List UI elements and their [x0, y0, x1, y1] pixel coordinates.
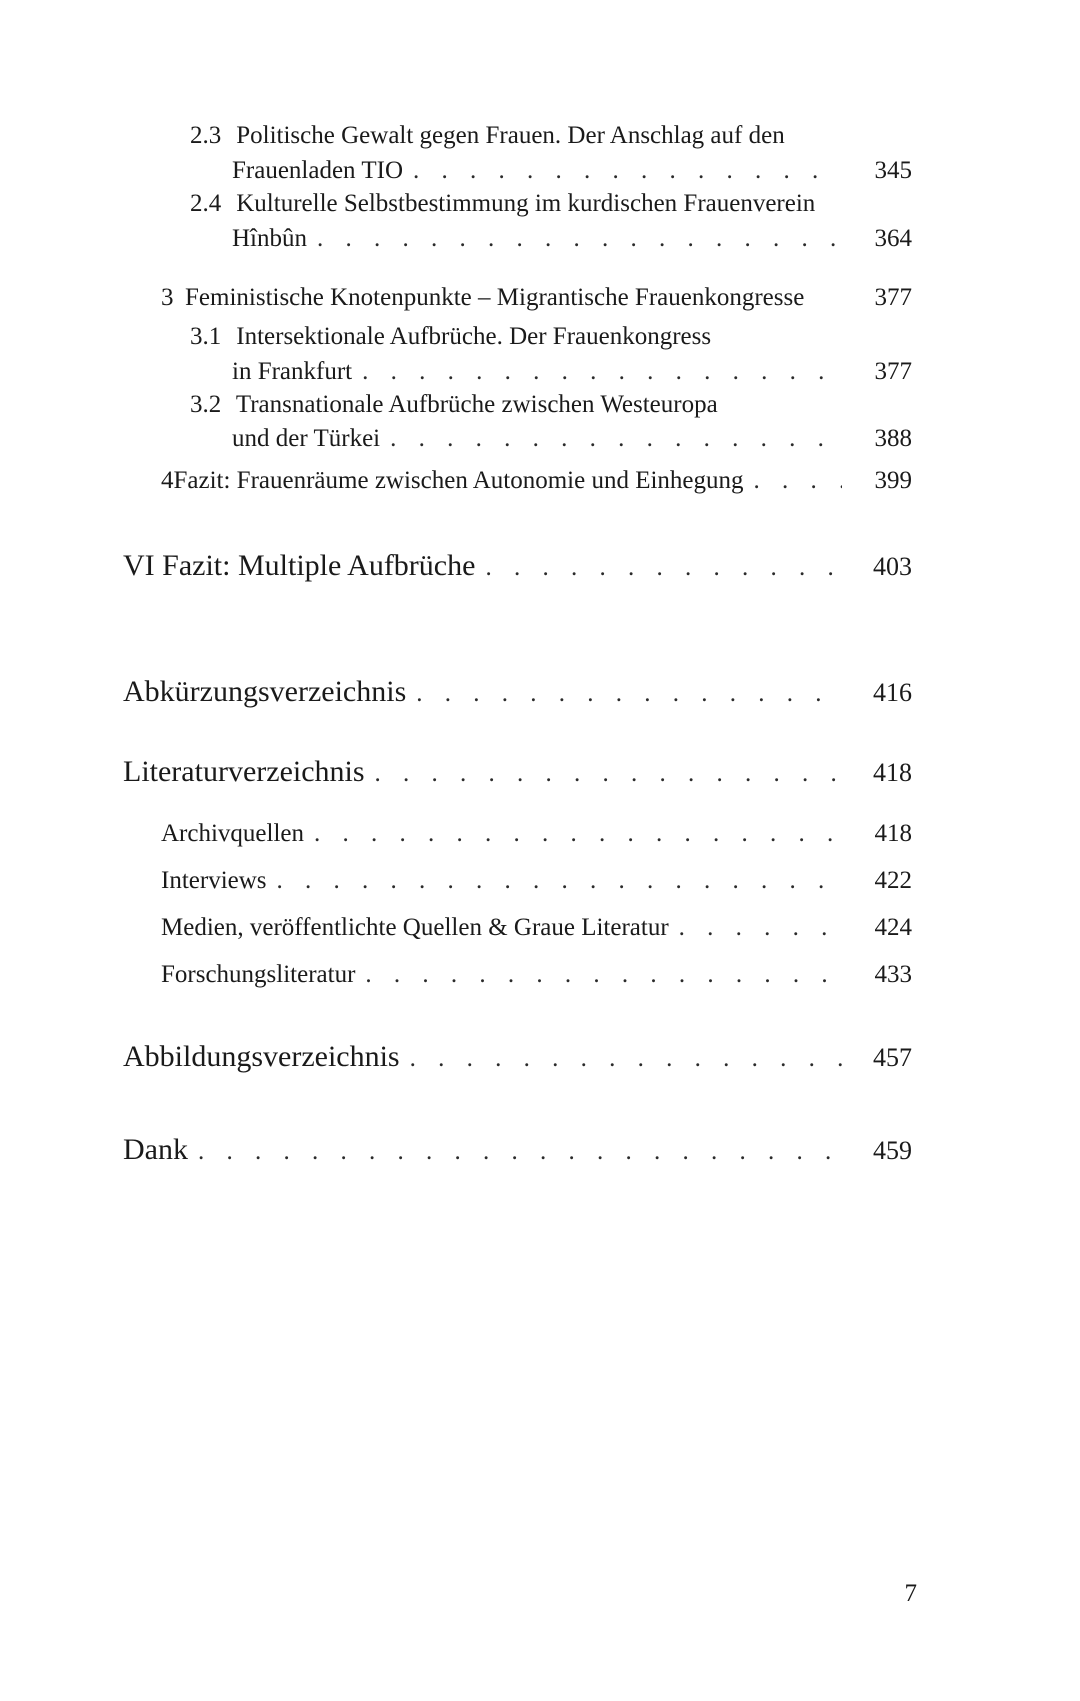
toc-abbildungsverzeichnis — [0, 1040, 1080, 1074]
toc-page-number: 377 — [874, 284, 912, 311]
toc-chapter-title: Abkürzungsverzeichnis — [123, 675, 407, 708]
toc-entry-title: Medien, veröffentlichte Quellen & Graue Literatur — [161, 914, 669, 941]
toc-entry-3-1-first-line — [190, 323, 711, 351]
toc-page-number: 399 — [874, 467, 912, 494]
toc-entry-number: 3.1 — [190, 323, 222, 350]
toc-chapter-title: Literaturverzeichnis — [123, 755, 365, 788]
toc-entry-number: 4 — [161, 467, 174, 494]
toc-page-number: 416 — [873, 678, 912, 707]
toc-entry-title: Forschungsliteratur — [161, 961, 356, 988]
toc-entry-title: Archivquellen — [161, 820, 305, 847]
toc-entry-3-2-first-line — [190, 391, 718, 419]
toc-entry-2-3-second-line — [0, 157, 1080, 185]
dot-leader — [317, 225, 842, 253]
toc-page-number: 457 — [873, 1043, 912, 1072]
dot-leader — [362, 358, 842, 386]
dot-leader — [416, 680, 842, 708]
toc-page-number: 377 — [874, 358, 912, 385]
toc-interviews — [0, 867, 1080, 895]
toc-entry-title: Transnationale Aufbrüche zwischen Westeuropa — [235, 391, 718, 418]
toc-entry-number: 2.3 — [190, 122, 222, 149]
page-number: 7 — [904, 1580, 917, 1607]
toc-entry-4 — [0, 467, 1080, 495]
toc-entry-3 — [0, 284, 1080, 312]
dot-leader — [485, 554, 842, 582]
toc-page-number: 459 — [873, 1136, 912, 1165]
toc-page-number: 424 — [874, 914, 912, 941]
toc-entry-title: Fazit: Frauenräume zwischen Autonomie und Einhegung — [173, 467, 744, 494]
dot-leader — [754, 467, 842, 495]
toc-literaturverzeichnis — [0, 755, 1080, 789]
toc-entry-title: Feministische Knotenpunkte – Migrantische Frauenkongresse — [185, 284, 805, 311]
toc-forschungsliteratur — [0, 961, 1080, 989]
toc-entry-number: 3 — [161, 284, 174, 311]
toc-medien — [0, 914, 1080, 942]
toc-page-number: 433 — [874, 961, 912, 988]
toc-entry-3-2-second-line — [0, 425, 1080, 453]
dot-leader — [413, 157, 842, 185]
toc-entry-2-4-second-line — [0, 225, 1080, 253]
toc-entry-title-continued: Hînbûn — [232, 225, 307, 252]
dot-leader — [198, 1138, 842, 1166]
toc-chapter-title: Dank — [123, 1133, 188, 1166]
dot-leader — [679, 914, 842, 942]
toc-entry-2-3-first-line — [190, 122, 785, 150]
dot-leader — [314, 820, 842, 848]
toc-page-number: 364 — [874, 225, 912, 252]
toc-entry-title: Interviews — [161, 867, 267, 894]
toc-dank — [0, 1133, 1080, 1167]
dot-leader — [410, 1045, 842, 1073]
toc-chapter-vi — [0, 549, 1080, 583]
toc-entry-title: Politische Gewalt gegen Frauen. Der Anschlag auf den — [236, 122, 785, 149]
toc-entry-title-continued: in Frankfurt — [232, 358, 353, 385]
dot-leader — [277, 867, 842, 895]
toc-entry-number: 3.2 — [190, 391, 222, 418]
toc-entry-3-1-second-line — [0, 358, 1080, 386]
toc-chapter-title: Abbildungsverzeichnis — [123, 1040, 400, 1073]
toc-entry-2-4-first-line — [190, 190, 815, 218]
dot-leader — [390, 425, 842, 453]
dot-leader — [375, 760, 842, 788]
toc-entry-number: 2.4 — [190, 190, 222, 217]
toc-page-number: 345 — [874, 157, 912, 184]
toc-page-number: 422 — [874, 867, 912, 894]
toc-page-number: 418 — [873, 758, 912, 787]
toc-entry-title: Intersektionale Aufbrüche. Der Frauenkongress — [236, 323, 712, 350]
dot-leader — [365, 961, 842, 989]
toc-chapter-title: VI Fazit: Multiple Aufbrüche — [123, 549, 476, 582]
toc-page-number: 418 — [874, 820, 912, 847]
toc-entry-title: Kulturelle Selbstbestimmung im kurdischen Frauenverein — [236, 190, 816, 217]
toc-archivquellen — [0, 820, 1080, 848]
toc-entry-title-continued: Frauenladen TIO — [232, 157, 404, 184]
toc-page-number: 388 — [874, 425, 912, 452]
toc-page-number: 403 — [873, 552, 912, 581]
toc-abkuerzungsverzeichnis — [0, 675, 1080, 709]
toc-entry-title-continued: und der Türkei — [232, 425, 381, 452]
